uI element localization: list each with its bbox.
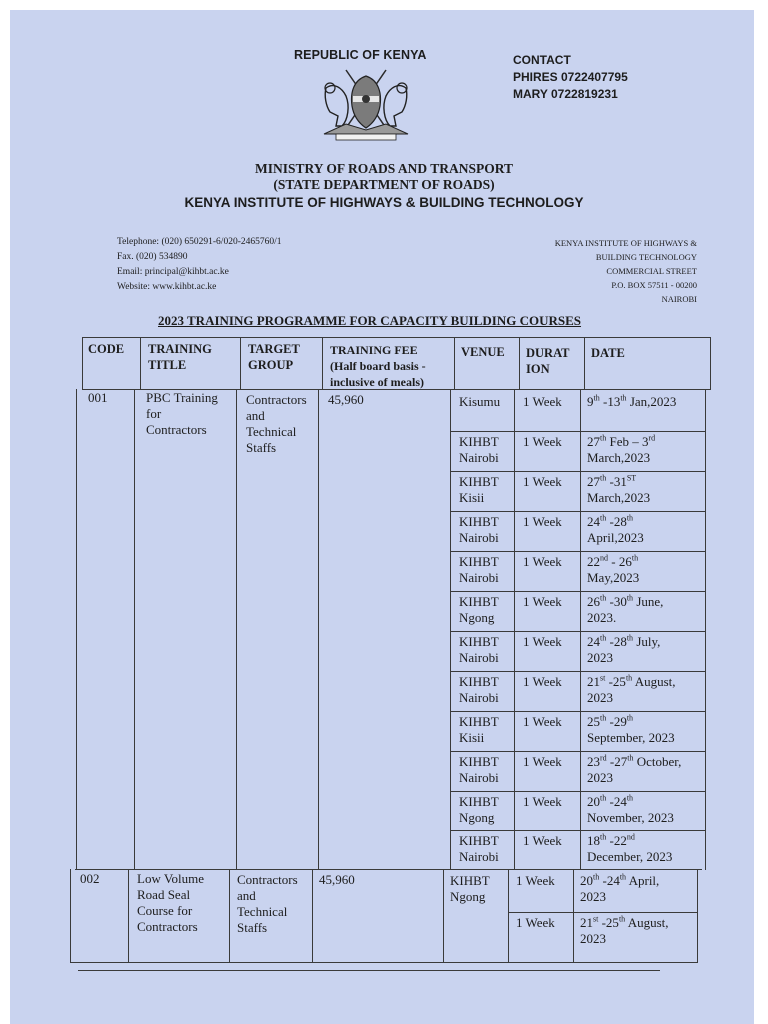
session-date-line: 2023 [587, 690, 613, 705]
institute-heading: KENYA INSTITUTE OF HIGHWAYS & BUILDING TECHNOLOGY [184, 195, 584, 210]
session-venue-line: Nairobi [459, 450, 499, 465]
target-group-line: Technical [237, 904, 288, 919]
header-duration-line: ION [526, 362, 550, 376]
session-date-line: 2023 [587, 770, 613, 785]
session-duration: 1 Week [516, 873, 555, 888]
session-duration: 1 Week [523, 674, 562, 689]
contact-line: MARY 0722819231 [513, 87, 618, 101]
session-venue-line: KIHBT [459, 794, 499, 809]
session-date-line: December, 2023 [587, 849, 673, 864]
target-group-line: Technical [246, 424, 297, 439]
session-date-line: 24th -28th [587, 513, 634, 529]
session-date-line: 20th -24th April, [580, 872, 660, 888]
session-venue-line: KIHBT [459, 474, 499, 489]
header-venue: VENUE [461, 345, 505, 359]
session-venue-line: KIHBT [459, 434, 499, 449]
website-line: Website: www.kihbt.ac.ke [117, 282, 217, 292]
header-fee-line: (Half board basis - [330, 359, 426, 373]
email-line: Email: principal@kihbt.ac.ke [117, 267, 229, 277]
header-date: DATE [591, 346, 625, 360]
session-duration: 1 Week [523, 594, 562, 609]
session-duration: 1 Week [523, 794, 562, 809]
header-target-line: GROUP [248, 358, 294, 372]
target-group-line: Staffs [246, 440, 277, 455]
header-fee-line: TRAINING FEE [330, 343, 418, 357]
session-venue-line: KIHBT [459, 833, 499, 848]
session-duration: 1 Week [523, 474, 562, 489]
session-venue-line: Nairobi [459, 770, 499, 785]
contact-title: CONTACT [513, 53, 571, 67]
course-title-line: Course for [137, 903, 193, 918]
session-venue-line: KIHBT [459, 714, 499, 729]
session-duration: 1 Week [523, 434, 562, 449]
contact-block [513, 52, 628, 103]
session-venue-line: KIHBT [459, 634, 499, 649]
session-date-line: 26th -30th June, [587, 593, 664, 609]
venue-line: KIHBT [450, 873, 490, 888]
header-code: CODE [88, 342, 125, 356]
course-title-line: Road Seal [137, 887, 191, 902]
contact-line: PHIRES 0722407795 [513, 70, 628, 84]
session-date-line: April,2023 [587, 530, 644, 545]
training-fee: 45,960 [328, 392, 364, 407]
fax-line: Fax. (020) 534890 [117, 252, 188, 262]
session-date-line: 2023 [580, 889, 606, 904]
session-duration: 1 Week [523, 554, 562, 569]
address-line: P.O. BOX 57511 - 00200 [611, 280, 697, 290]
session-duration: 1 Week [523, 754, 562, 769]
training-fee: 45,960 [319, 872, 355, 887]
address-line: COMMERCIAL STREET [606, 266, 697, 276]
session-duration: 1 Week [516, 915, 555, 930]
session-date-line: 25th -29th [587, 713, 634, 729]
target-group-line: Contractors [237, 872, 298, 887]
session-date-line: 2023 [580, 931, 606, 946]
contact-info-left [117, 235, 282, 295]
address-block [555, 236, 697, 306]
session-date-line: September, 2023 [587, 730, 675, 745]
address-line: BUILDING TECHNOLOGY [595, 252, 697, 262]
session-duration: 1 Week [523, 634, 562, 649]
target-group-line: Staffs [237, 920, 268, 935]
course-title-line: PBC Training [146, 390, 218, 405]
session-venue-line: KIHBT [459, 594, 499, 609]
course-title-line: Low Volume [137, 871, 205, 886]
coat-of-arms-icon [316, 66, 416, 142]
session-venue-line: Kisii [459, 490, 485, 505]
session-venue-line: Nairobi [459, 690, 499, 705]
venue-line: Ngong [450, 889, 486, 904]
session-venue-line: KIHBT [459, 754, 499, 769]
session-date-line: May,2023 [587, 570, 640, 585]
republic-heading: REPUBLIC OF KENYA [294, 48, 427, 62]
address-line: KENYA INSTITUTE OF HIGHWAYS & [554, 238, 697, 248]
session-venue-line: KIHBT [459, 514, 499, 529]
course-title-line: Contractors [146, 422, 207, 437]
session-venue-line: Kisii [459, 730, 485, 745]
telephone-line: Telephone: (020) 650291-6/020-2465760/1 [117, 237, 282, 247]
session-duration: 1 Week [523, 394, 562, 409]
session-date-line: March,2023 [587, 490, 651, 505]
session-date-line: March,2023 [587, 450, 651, 465]
ministry-heading: MINISTRY OF ROADS AND TRANSPORT [254, 161, 514, 176]
session-venue-line: Nairobi [459, 849, 499, 864]
course-title-line: Contractors [137, 919, 198, 934]
session-date-line: 21st -25th August, [587, 673, 676, 689]
session-venue-line: KIHBT [459, 554, 499, 569]
session-duration: 1 Week [523, 514, 562, 529]
target-group-line: and [237, 888, 256, 903]
header-title-line: TRAINING [148, 342, 212, 356]
session-date-line: 27th Feb – 3rd [587, 433, 656, 449]
session-date-line: 2023 [587, 650, 613, 665]
header-fee-line: inclusive of meals) [330, 375, 424, 389]
address-line: NAIROBI [661, 294, 697, 304]
session-duration: 1 Week [523, 833, 562, 848]
session-venue-line: Nairobi [459, 570, 499, 585]
course-title-line: for [146, 406, 162, 421]
session-venue-line: Kisumu [459, 394, 501, 409]
session-venue-line: Nairobi [459, 530, 499, 545]
session-date-line: 2023. [587, 610, 617, 625]
header-duration-line: DURAT [526, 346, 570, 360]
header-title-line: TITLE [148, 358, 187, 372]
session-date-line: 20th -24th [587, 793, 634, 809]
session-date-line: 21st -25th August, [580, 914, 669, 930]
session-date-line: 22nd - 26th [587, 553, 639, 569]
session-date-line: 9th -13th Jan,2023 [587, 393, 677, 409]
course-code: 002 [80, 871, 100, 886]
programme-title: 2023 TRAINING PROGRAMME FOR CAPACITY BUILDING COURSES [158, 313, 582, 328]
session-venue-line: Ngong [459, 610, 495, 625]
target-group-line: Contractors [246, 392, 307, 407]
session-date-line: November, 2023 [587, 810, 674, 825]
session-venue-line: KIHBT [459, 674, 499, 689]
session-date-line: 27th -31ST [587, 473, 637, 489]
session-date-line: 24th -28th July, [587, 633, 661, 649]
session-date-line: 23rd -27th October, [587, 753, 682, 769]
header-target-line: TARGET [248, 342, 300, 356]
session-duration: 1 Week [523, 714, 562, 729]
session-venue-line: Nairobi [459, 650, 499, 665]
session-date-line: 18th -22nd [587, 832, 635, 848]
session-venue-line: Ngong [459, 810, 495, 825]
target-group-line: and [246, 408, 265, 423]
course-code: 001 [88, 390, 108, 405]
department-heading: (STATE DEPARTMENT OF ROADS) [273, 177, 495, 192]
